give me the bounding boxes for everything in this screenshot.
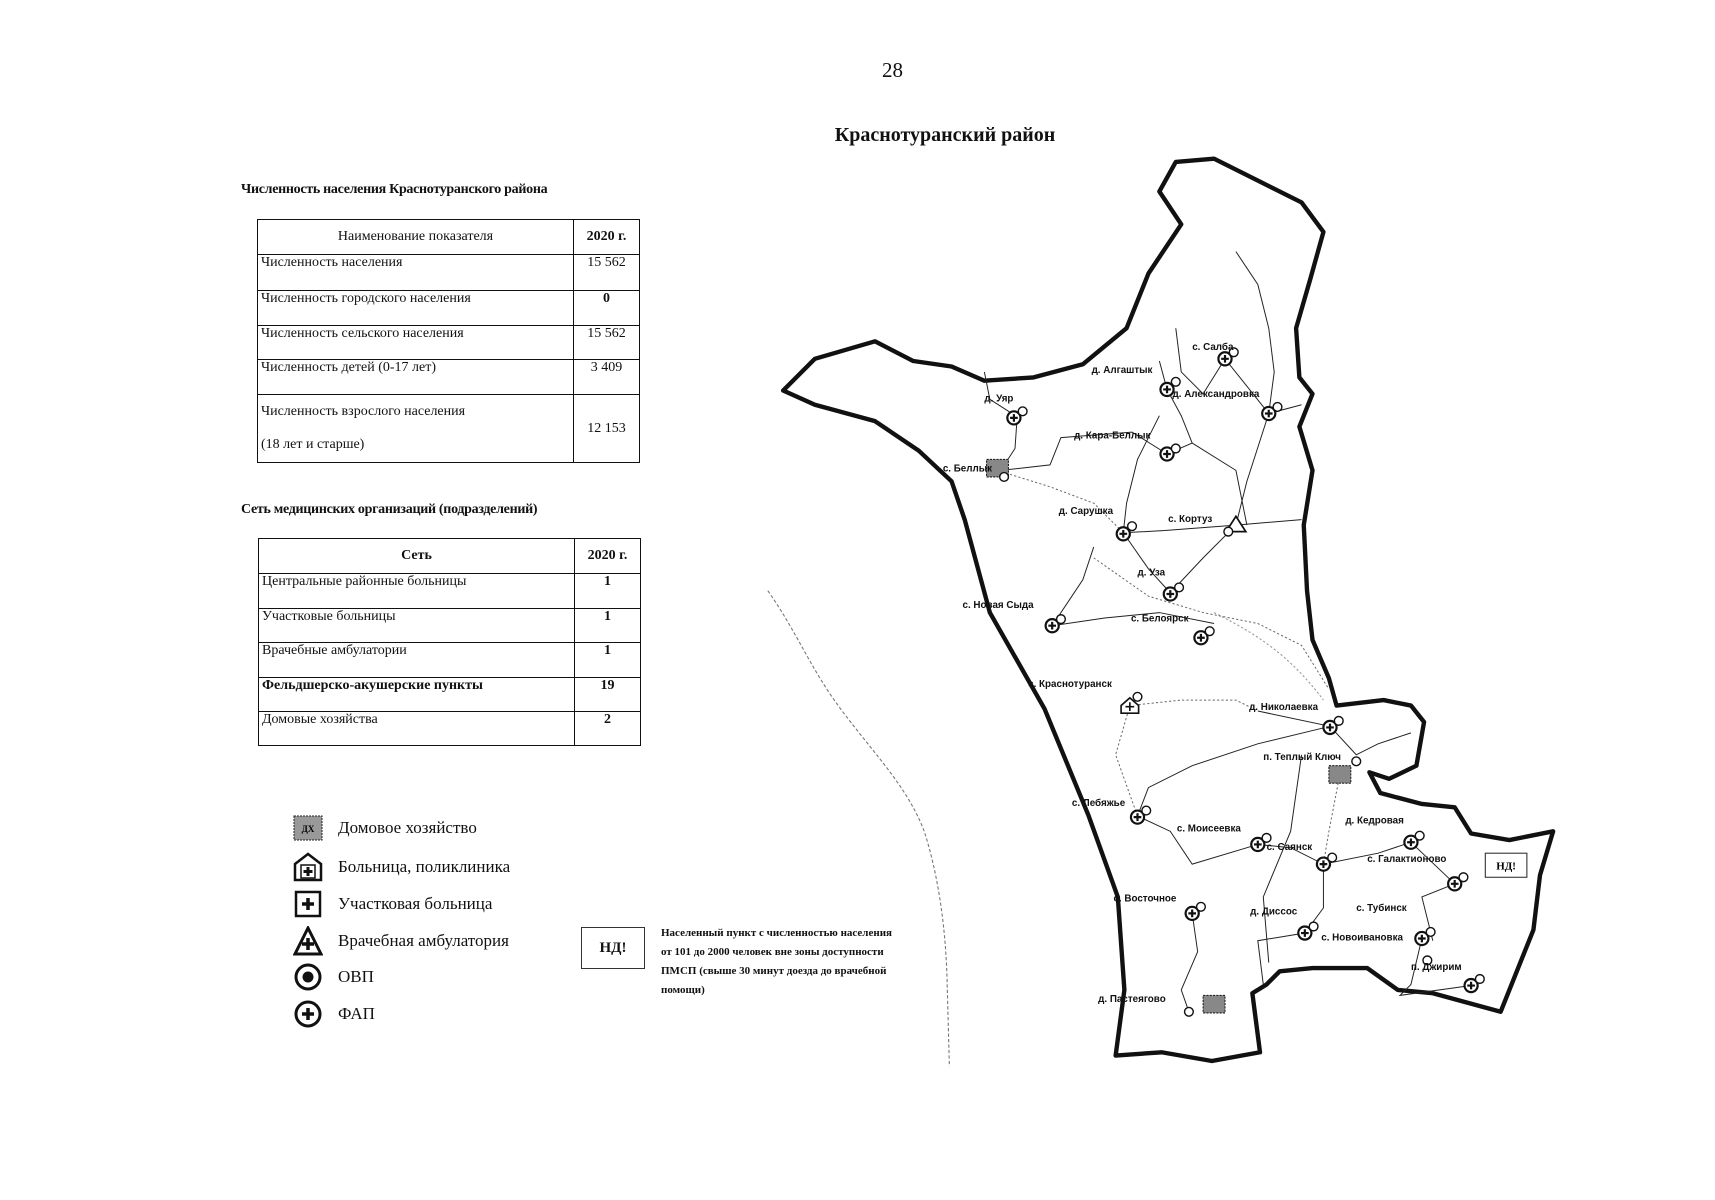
legend-label: Участковая больница xyxy=(338,894,493,913)
row-value: 2 xyxy=(575,712,641,746)
row-value: 15 562 xyxy=(574,326,640,360)
fap-icon[interactable] xyxy=(1117,527,1130,540)
row-label: Участковые больницы xyxy=(259,609,575,643)
settlement-label: д. Александровка xyxy=(1172,389,1260,401)
settlement-label: п. Джирим xyxy=(1410,962,1462,974)
legend-label: ОВП xyxy=(338,967,374,986)
district-boundary xyxy=(783,159,1553,1061)
settlement-label: с. Тубинск xyxy=(1356,903,1407,915)
row-label: Домовые хозяйства xyxy=(259,712,575,746)
legend-label: ФАП xyxy=(338,1004,375,1023)
header-year: 2020 г. xyxy=(575,539,641,574)
page-number: 28 xyxy=(882,58,903,82)
row-label: Фельдшерско-акушерские пункты xyxy=(259,678,575,712)
header-indicator: Наименование показателя xyxy=(258,220,574,255)
settlement-label: с. Галактионово xyxy=(1367,853,1447,865)
svg-text:ДХ: ДХ xyxy=(301,824,315,834)
nd-map-badge xyxy=(1485,853,1527,877)
settlement-label: с. Беллык xyxy=(942,463,993,475)
settlement-label: д. Уза xyxy=(1137,567,1166,579)
district-title: Краснотуранский район xyxy=(834,124,1056,146)
row-value: 15 562 xyxy=(574,255,640,291)
river-line xyxy=(1214,613,1323,701)
minor-roads xyxy=(998,470,1340,864)
row-value: 3 409 xyxy=(574,360,640,395)
settlement-label: с. Саянск xyxy=(1266,841,1313,853)
row-value: 0 xyxy=(574,291,640,326)
row-value: 19 xyxy=(575,678,641,712)
legend-label: Больница, поликлиника xyxy=(338,857,511,876)
settlement-label: д. Пастеягово xyxy=(1098,993,1166,1005)
settlement-label: с. Краснотуранск xyxy=(1028,678,1112,690)
river-line xyxy=(768,591,950,1067)
row-label: Численность населения xyxy=(258,255,574,291)
nd-legend-note: Населенный пункт с численностью населения от 101 до 2000 человек вне зоны доступности ПМСП (свыше 30 минут доезда до врачебной помощи) xyxy=(661,927,892,996)
row-label: Центральные районные больницы xyxy=(259,574,575,609)
nd-legend-badge: НД! xyxy=(581,927,645,969)
settlement-label: с. Лебяжье xyxy=(1071,798,1126,810)
settlement-label: с. Новоивановка xyxy=(1321,932,1403,944)
network-table-title: Сеть медицинских организаций (подразделений) xyxy=(241,502,538,517)
row-label-line1: Численность взрослого населения xyxy=(261,404,466,419)
settlement-label: д. Алгаштык xyxy=(1091,365,1153,377)
row-value: 1 xyxy=(575,643,641,678)
svg-text:НД!: НД! xyxy=(1496,860,1516,873)
row-value: 12 153 xyxy=(574,395,640,463)
legend-label: Домовое хозяйство xyxy=(338,818,477,837)
row-label: Численность сельского населения xyxy=(258,326,574,360)
settlement-label: с. Кортуз xyxy=(1168,513,1213,525)
settlement-label: д. Кедровая xyxy=(1345,815,1404,827)
settlement-label: п. Теплый Ключ xyxy=(1263,752,1341,764)
row-value: 1 xyxy=(575,609,641,643)
row-label: Численность детей (0-17 лет) xyxy=(258,360,574,395)
row-label: Врачебные амбулатории xyxy=(259,643,575,678)
settlement-label: д. Уяр xyxy=(984,393,1014,405)
header-network: Сеть xyxy=(259,539,575,574)
settlement-label: с. Моисеевка xyxy=(1176,823,1241,835)
legend-label: Врачебная амбулатория xyxy=(338,931,509,950)
header-year: 2020 г. xyxy=(574,220,640,255)
household-icon[interactable] xyxy=(1203,995,1225,1013)
row-value: 1 xyxy=(575,574,641,609)
settlement-label: д. Диссос xyxy=(1250,906,1298,918)
population-table-title: Численность населения Краснотуранского района xyxy=(241,182,548,197)
settlement-label: д. Николаевка xyxy=(1249,701,1319,713)
settlement-label: д. Сарушка xyxy=(1058,506,1114,518)
settlement-label: с. Белоярск xyxy=(1130,613,1189,625)
household-icon[interactable] xyxy=(1329,766,1351,784)
settlement-label: с. Восточное xyxy=(1113,893,1177,905)
row-label-line2: (18 лет и старше) xyxy=(261,437,365,452)
settlement-label: с. Новая Сыда xyxy=(962,600,1034,612)
settlement-label: д. Кара-Беллык xyxy=(1074,430,1151,442)
settlement-label: с. Салба xyxy=(1192,342,1234,354)
row-label: Численность городского населения xyxy=(258,291,574,326)
